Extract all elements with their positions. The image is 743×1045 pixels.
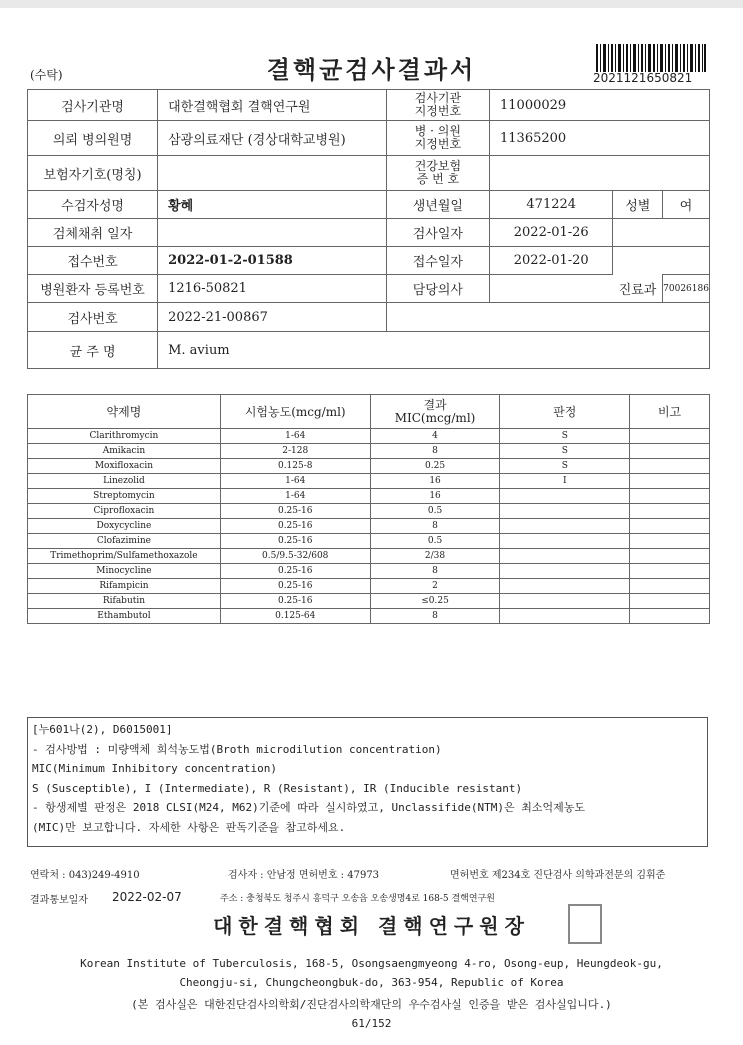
test-conc: 1-64 [220,474,370,489]
note [630,549,710,564]
drug-name: Doxycycline [28,519,221,534]
label-test-no: 검사번호 [28,303,158,332]
interpretation: I [500,474,630,489]
label-insurance-no: 건강보험 증 번 호 [386,156,489,191]
label-test-date: 검사일자 [386,219,489,247]
value-insurance-no [490,156,710,191]
value-collection-date [158,219,387,247]
certification: (본 검사실은 대한진단검사의학회/진단검사의학재단의 우수검사실 인증을 받은 검사실입니다.) [131,998,612,1011]
table-row [28,444,710,459]
test-conc: 0.125-64 [220,609,370,624]
drug-table [27,394,710,624]
note [630,489,710,504]
note [630,504,710,519]
drug-name: Minocycline [28,564,221,579]
label-hospital-patient-no: 병원환자 등록번호 [28,275,158,303]
label-doctor: 담당의사 [386,275,489,303]
doctor: 면허번호 제234호 진단검사 의학과전문의 김휘준 [450,870,666,881]
value-hospital-patient-no: 1216-50821 [158,275,387,303]
note [630,564,710,579]
table-row [28,519,710,534]
interpretation [500,504,630,519]
value-institution: 대한결핵협회 결핵연구원 [158,90,387,121]
test-conc: 0.25-16 [220,534,370,549]
mic-value: 16 [370,474,500,489]
value-receipt-date: 2022-01-20 [490,247,613,275]
label-patient-name: 수검자성명 [28,191,158,219]
interpretation: S [500,429,630,444]
note-line: [누601나(2), D6015001] [32,723,173,736]
interpretation [500,579,630,594]
mic-value: 8 [370,609,500,624]
mic-value: 4 [370,429,500,444]
value-birthdate: 471224 [490,191,613,219]
interpretation [500,594,630,609]
mic-value: 16 [370,489,500,504]
examiner: 검사자 : 안남정 면허번호 : 47973 [228,870,380,881]
header-note: 비고 [630,395,710,429]
mic-value: 8 [370,564,500,579]
table-row [28,459,710,474]
table-row [28,534,710,549]
table-row [28,594,710,609]
empty-cell [613,219,710,247]
page-number: 61/152 [351,1017,392,1030]
test-conc: 1-64 [220,429,370,444]
interpretation [500,564,630,579]
interpretation [500,519,630,534]
note [630,534,710,549]
mic-value: 0.25 [370,459,500,474]
institute-name: 대한결핵협회 결핵연구원장 [213,914,530,938]
english-address-1: Korean Institute of Tuberculosis, 168-5, Osongsaengmyeong 4-ro, Osong-eup, Heungdeok-gu, [80,957,663,970]
barcode-number: 2021121650821 [593,71,693,85]
english-address-2: Cheongju-si, Chungcheongbuk-do, 363-954, Republic of Korea [179,976,564,989]
mic-value: 0.5 [370,534,500,549]
note [630,594,710,609]
table-row [28,549,710,564]
note-line: MIC(Minimum Inhibitory concentration) [32,762,278,775]
label-institution: 검사기관명 [28,90,158,121]
table-row [28,489,710,504]
mic-value: 8 [370,444,500,459]
note [630,429,710,444]
notes-box [27,717,708,847]
header-mic: 결과 MIC(mcg/ml) [370,395,500,429]
interpretation: S [500,459,630,474]
header-conc: 시험농도(mcg/ml) [220,395,370,429]
contact: 연락처 : 043)249-4910 [30,870,140,881]
test-conc: 0.25-16 [220,504,370,519]
value-test-date: 2022-01-26 [490,219,613,247]
top-bar [0,0,743,8]
official-seal [568,904,602,944]
interpretation [500,549,630,564]
table-row [28,474,710,489]
drug-name: Moxifloxacin [28,459,221,474]
header-interpretation: 판정 [500,395,630,429]
test-conc: 0.25-16 [220,564,370,579]
mic-value: 2 [370,579,500,594]
drug-name: Ciprofloxacin [28,504,221,519]
header-drug: 약제명 [28,395,221,429]
test-conc: 1-64 [220,489,370,504]
value-patient-name: 황혜 [158,191,387,219]
mic-value: 0.5 [370,504,500,519]
table-row [28,504,710,519]
label-hospital: 의뢰 병의원명 [28,121,158,156]
value-department: 70026186 [663,275,710,303]
value-organism: M. avium [158,332,710,369]
value-institution-id: 11000029 [490,90,710,121]
page-title: 결핵균검사결과서 [266,56,477,84]
drug-name: Trimethoprim/Sulfamethoxazole [28,549,221,564]
note [630,444,710,459]
test-conc: 0.25-16 [220,519,370,534]
label-receipt-date: 접수일자 [386,247,489,275]
label-department: 진료과 [613,275,663,303]
label-organism: 균 주 명 [28,332,158,369]
note [630,459,710,474]
value-receipt-no: 2022-01-2-01588 [158,247,387,275]
empty-cell [613,247,710,275]
note [630,519,710,534]
empty-cell [386,303,709,332]
test-conc: 0.5/9.5-32/608 [220,549,370,564]
note-line: (MIC)만 보고합니다. 자세한 사항은 판독기준을 참고하세요. [32,820,346,834]
interpretation [500,609,630,624]
drug-name: Amikacin [28,444,221,459]
label-receipt-no: 접수번호 [28,247,158,275]
label-institution-id: 검사기관 지정번호 [386,90,489,121]
drug-name: Clarithromycin [28,429,221,444]
barcode [596,44,706,72]
drug-name: Streptomycin [28,489,221,504]
drug-name: Linezolid [28,474,221,489]
note [630,609,710,624]
test-conc: 0.25-16 [220,579,370,594]
test-conc: 2-128 [220,444,370,459]
drug-name: Rifampicin [28,579,221,594]
value-sex: 여 [663,191,710,219]
table-row [28,564,710,579]
value-hospital-id: 11365200 [490,121,710,156]
note-line: - 항생제별 판정은 2018 CLSI(M24, M62)기준에 따라 실시하였고, Unclassifide(NTM)은 최소억제농도 [32,801,586,814]
drug-name: Clofazimine [28,534,221,549]
table-row [28,579,710,594]
label-sex: 성별 [613,191,663,219]
value-hospital: 삼광의료재단 (경상대학교병원) [158,121,387,156]
label-hospital-id: 병 · 의원 지정번호 [386,121,489,156]
note [630,474,710,489]
drug-name: Rifabutin [28,594,221,609]
mic-value: 8 [370,519,500,534]
report-date-label: 결과통보일자 [30,895,88,906]
report-date: 2022-02-07 [112,890,182,904]
info-table [27,89,710,369]
value-test-no: 2022-21-00867 [158,303,387,332]
label-insurer: 보험자기호(명칭) [28,156,158,191]
table-row [28,429,710,444]
note [630,579,710,594]
value-insurer [158,156,387,191]
note-line: - 검사방법 : 미량액체 희석농도법(Broth microdilution concentration) [32,742,442,756]
label-collection-date: 검체채취 일자 [28,219,158,247]
label-birthdate: 생년월일 [386,191,489,219]
value-doctor [490,275,613,303]
interpretation: S [500,444,630,459]
drug-name: Ethambutol [28,609,221,624]
note-line: S (Susceptible), I (Intermediate), R (Resistant), IR (Inducible resistant) [32,781,523,795]
test-conc: 0.25-16 [220,594,370,609]
table-row [28,609,710,624]
interpretation [500,534,630,549]
address: 주소 : 충청북도 청주시 흥덕구 오송읍 오송생명4로 168-5 결핵연구원 [220,894,495,904]
interpretation [500,489,630,504]
mic-value: 2/38 [370,549,500,564]
mic-value: ≤0.25 [370,594,500,609]
copy-label: (수탁) [30,68,63,82]
test-conc: 0.125-8 [220,459,370,474]
